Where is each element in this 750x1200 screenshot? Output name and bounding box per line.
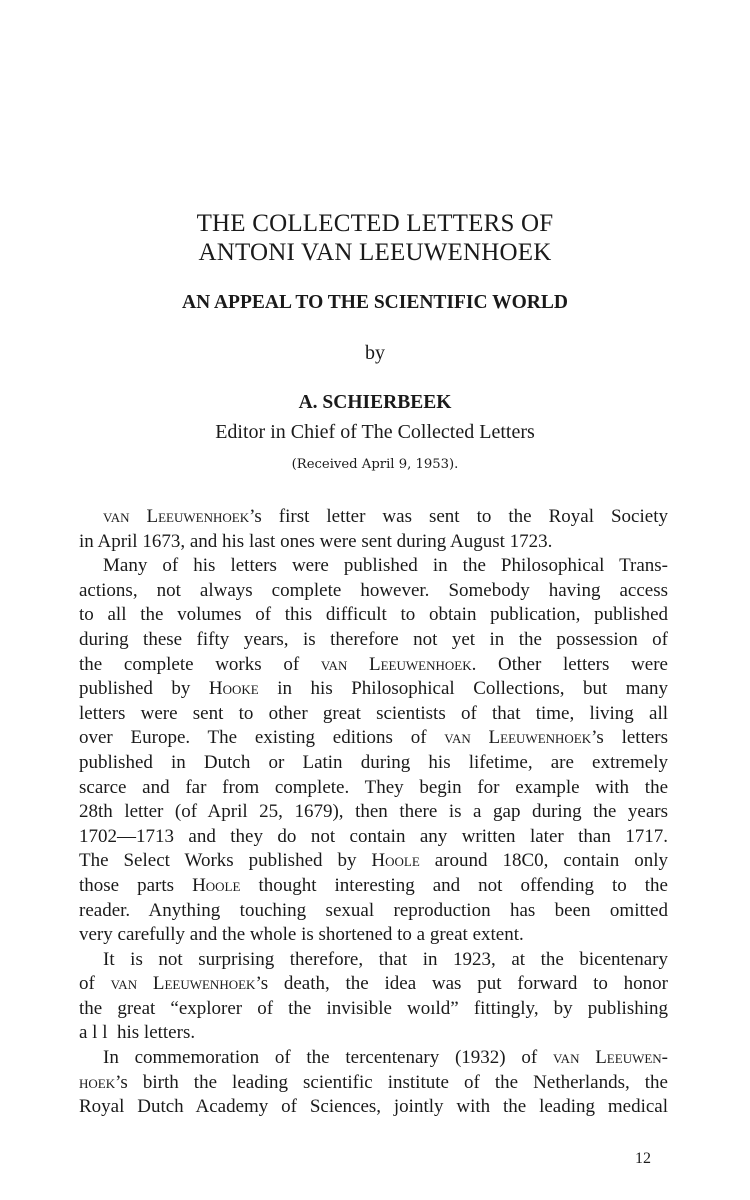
- text-line: [79, 1021, 668, 1046]
- text-run: Many of his letters were published in the Philosophical Trans-: [103, 555, 668, 577]
- text-run: around 18C0, contain only: [419, 850, 668, 872]
- author-reference: Hooke: [208, 678, 259, 700]
- text-line: [79, 579, 668, 604]
- page-number: 12: [635, 1150, 651, 1167]
- text-run: those parts: [79, 874, 193, 896]
- text-run: It is not surprising therefore, that in 1923, at the bicentenary: [103, 948, 668, 970]
- text-run: published in Dutch or Latin during his lifetime, are extremely: [79, 751, 668, 773]
- author-reference: van Leeuwenhoek: [444, 727, 592, 749]
- text-run: ’s letters: [591, 727, 668, 749]
- author-reference: hoek: [79, 1071, 116, 1093]
- author-reference: van Leeuwen-: [552, 1047, 669, 1069]
- text-run: reader. Anything touching sexual reproduction has been omitted: [79, 899, 668, 921]
- text-run: 1702—1713 and they do not contain any written later than 1717.: [79, 825, 668, 847]
- text-line: [79, 776, 668, 801]
- text-run: ’s birth the leading scientific institute of the Netherlands, the: [115, 1071, 668, 1093]
- text-line: [79, 1046, 668, 1071]
- text-line: [79, 505, 668, 530]
- text-line: [79, 849, 668, 874]
- text-run: over Europe. The existing editions of: [79, 727, 445, 749]
- article-title-line-1: THE COLLECTED LETTERS OF: [196, 210, 554, 237]
- text-run: the great “explorer of the invisible woıld” fittingly, by publishing: [79, 997, 668, 1019]
- text-run: . Other letters were: [471, 653, 668, 675]
- text-run: actions, not always complete however. Somebody having access: [79, 579, 668, 601]
- text-line: [79, 948, 668, 973]
- text-run: to all the volumes of this difficult to obtain publication, published: [79, 604, 668, 626]
- text-line: [79, 1095, 668, 1120]
- text-line: [79, 825, 668, 850]
- author-reference: van Leeuwenhoek: [110, 973, 256, 995]
- text-line: [79, 530, 668, 555]
- text-line: [79, 702, 668, 727]
- text-line: [79, 751, 668, 776]
- text-line: [79, 899, 668, 924]
- text-line: [79, 653, 668, 678]
- text-run: very carefully and the whole is shortened to a great extent.: [79, 924, 524, 946]
- author-reference: Hoole: [371, 850, 420, 872]
- text-run: The Select Works published by: [79, 850, 372, 872]
- text-run: letters were sent to other great scientists of that time, living all: [79, 702, 668, 724]
- text-line: [79, 677, 668, 702]
- text-line: [79, 726, 668, 751]
- text-run: 28th letter (of April 25, 1679), then there is a gap during the years: [79, 801, 668, 823]
- text-run: ’s death, the idea was put forward to honor: [255, 973, 669, 995]
- text-run: ’s first letter was sent to the Royal Society: [249, 506, 668, 527]
- text-run: of: [79, 973, 111, 995]
- article-subtitle: AN APPEAL TO THE SCIENTIFIC WORLD: [182, 292, 568, 313]
- byline-by: by: [365, 342, 385, 364]
- text-line: [79, 874, 668, 899]
- text-run: published by: [79, 678, 209, 700]
- text-line: [79, 554, 668, 579]
- text-line: [79, 628, 668, 653]
- text-run: the complete works of: [79, 653, 321, 675]
- text-run: in April 1673, and his last ones were sent during August 1723.: [79, 530, 553, 552]
- text-line: [79, 603, 668, 628]
- text-run: In commemoration of the tercentenary (1932) of: [103, 1047, 553, 1069]
- author-role: Editor in Chief of The Collected Letters: [215, 421, 535, 443]
- text-line: [79, 997, 668, 1022]
- text-run: scarce and far from complete. They begin for example with the: [79, 776, 668, 798]
- text-run: a l l his letters.: [79, 1022, 196, 1044]
- text-run: Royal Dutch Academy of Sciences, jointly with the leading medical: [79, 1096, 668, 1118]
- author-reference: Hoole: [192, 874, 241, 896]
- author-reference: van Leeuwenhoek: [103, 506, 250, 527]
- text-run: during these fifty years, is therefore not yet in the possession of: [79, 628, 668, 650]
- article-body: [79, 505, 668, 1120]
- text-run: in his Philosophical Collections, but many: [258, 678, 669, 700]
- text-line: [79, 800, 668, 825]
- article-title-line-2: ANTONI VAN LEEUWENHOEK: [198, 239, 552, 266]
- text-line: [79, 923, 668, 948]
- author-name: A. SCHIERBEEK: [298, 392, 452, 413]
- text-run: thought interesting and not offending to the: [240, 874, 668, 896]
- author-reference: van Leeuwenhoek: [320, 653, 472, 675]
- text-line: [79, 1071, 668, 1096]
- received-date: (Received April 9, 1953).: [291, 457, 459, 472]
- text-line: [79, 972, 668, 997]
